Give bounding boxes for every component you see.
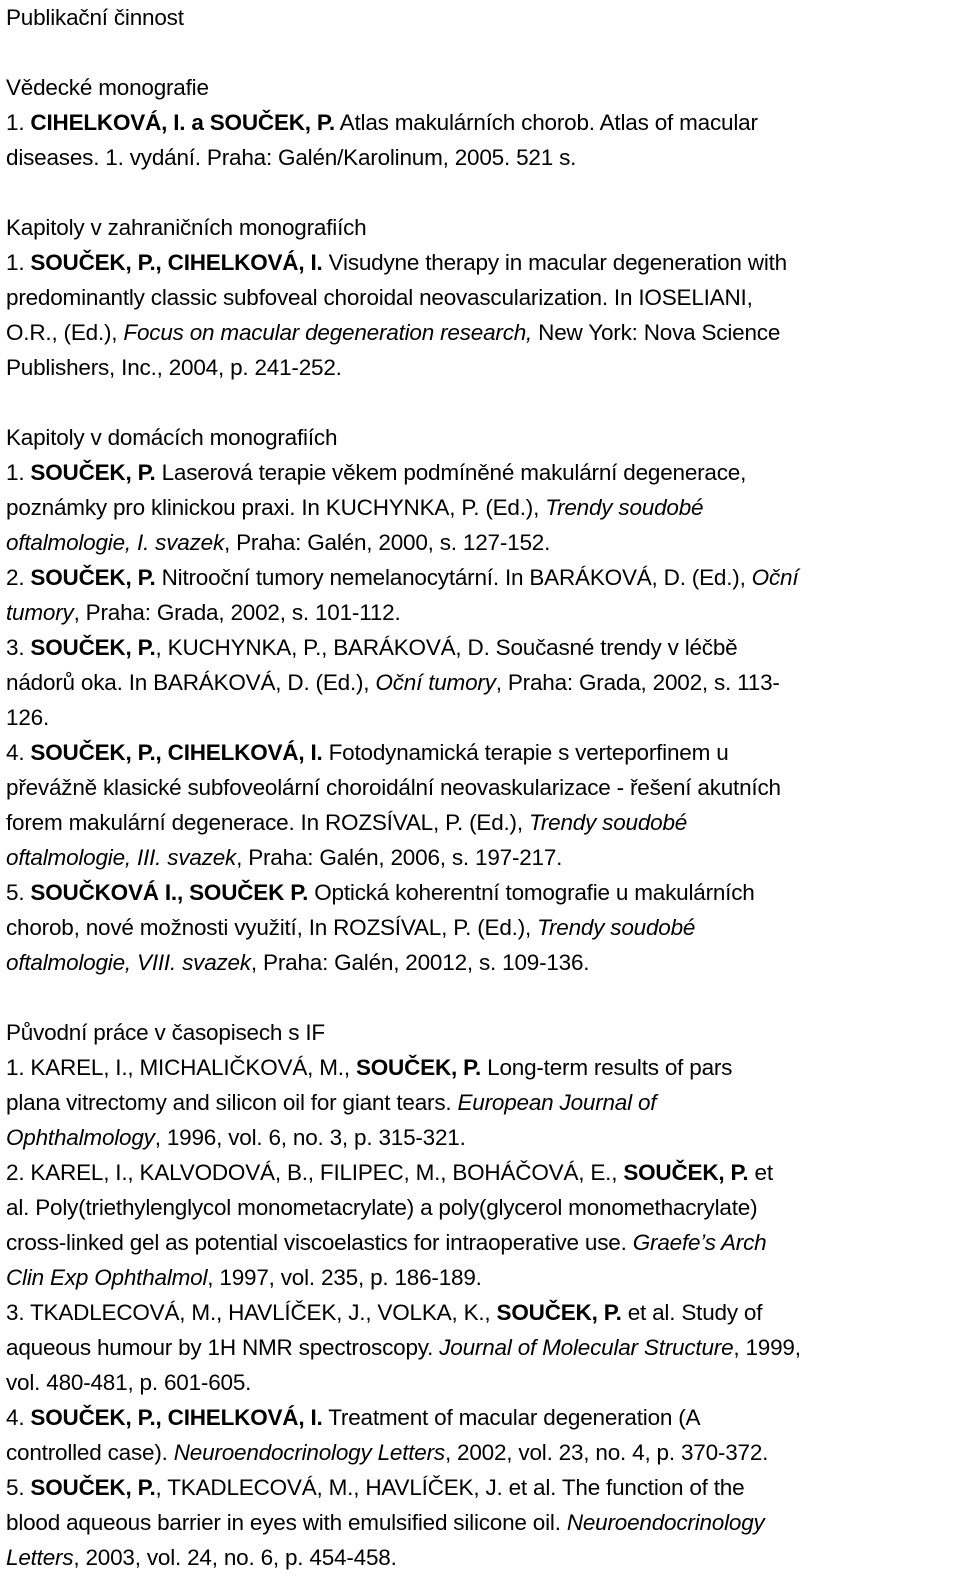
text-line	[6, 1435, 951, 1470]
italic-title-text: oftalmologie, I. svazek	[6, 530, 225, 555]
text-line	[6, 525, 951, 560]
blank-line	[6, 980, 951, 1015]
text-segment: , KUCHYNKA, P., BARÁKOVÁ, D. Současné trendy v léčbě	[155, 635, 738, 660]
text-line	[6, 315, 951, 350]
text-segment: 5.	[6, 1475, 31, 1500]
bold-author-text: SOUČEK, P.	[30, 460, 156, 485]
text-line	[6, 1365, 951, 1400]
text-segment: Vědecké monografie	[6, 75, 209, 100]
blank-line	[6, 175, 951, 210]
text-segment: poznámky pro klinickou praxi. In KUCHYNKA, P. (Ed.),	[6, 495, 546, 520]
text-line	[6, 210, 951, 245]
text-segment: 1.	[6, 250, 31, 275]
text-segment: , Praha: Galén, 2006, s. 197-217.	[236, 845, 563, 870]
text-segment: , 2002, vol. 23, no. 4, p. 370-372.	[444, 1440, 769, 1465]
text-segment: cross-linked gel as potential viscoelastics for intraoperative use.	[6, 1230, 633, 1255]
text-segment: 1.	[6, 110, 31, 135]
bold-author-text: SOUČEK, P.	[623, 1160, 749, 1185]
text-line	[6, 140, 951, 175]
text-segment: plana vitrectomy and silicon oil for giant tears.	[6, 1090, 458, 1115]
italic-title-text: Graefe’s Arch	[632, 1230, 767, 1255]
text-segment: Publikační činnost	[6, 5, 184, 30]
text-line	[6, 1295, 951, 1330]
italic-title-text: Trendy soudobé	[545, 495, 704, 520]
text-segment: nádorů oka. In BARÁKOVÁ, D. (Ed.),	[6, 670, 376, 695]
text-line	[6, 280, 951, 315]
text-segment: , Praha: Grada, 2002, s. 113-	[495, 670, 780, 695]
blank-line	[6, 35, 951, 70]
text-line	[6, 840, 951, 875]
text-line	[6, 945, 951, 980]
italic-title-text: Neuroendocrinology Letters	[173, 1440, 445, 1465]
bold-author-text: SOUČEK, P.	[30, 1475, 156, 1500]
italic-title-text: Letters	[6, 1545, 74, 1570]
text-line	[6, 1120, 951, 1155]
text-segment: forem makulární degenerace. In ROZSÍVAL, P. (Ed.),	[6, 810, 529, 835]
text-segment: predominantly classic subfoveal choroidal neovascularization. In IOSELIANI,	[6, 285, 753, 310]
text-segment: Atlas makulárních chorob. Atlas of macular	[334, 110, 758, 135]
text-segment: Long-term results of pars	[481, 1055, 733, 1080]
text-line	[6, 490, 951, 525]
text-segment: chorob, nové možnosti využití, In ROZSÍVAL, P. (Ed.),	[6, 915, 538, 940]
italic-title-text: Oční tumory	[375, 670, 496, 695]
italic-title-text: tumory	[6, 600, 74, 625]
text-segment: Fotodynamická terapie s verteporfinem u	[322, 740, 729, 765]
text-line	[6, 1085, 951, 1120]
text-segment: blood aqueous barrier in eyes with emulsified silicone oil.	[6, 1510, 567, 1535]
text-segment: 126.	[6, 705, 49, 730]
italic-title-text: Clin Exp Ophthalmol	[6, 1265, 208, 1290]
publication-list-document	[6, 0, 951, 1575]
bold-author-text: CIHELKOVÁ, I. a SOUČEK, P.	[30, 110, 335, 135]
italic-title-text: European Journal of	[457, 1090, 657, 1115]
text-segment: Visudyne therapy in macular degeneration with	[322, 250, 787, 275]
text-segment: , 2003, vol. 24, no. 6, p. 454-458.	[73, 1545, 397, 1570]
text-segment: controlled case).	[6, 1440, 174, 1465]
text-segment: , Praha: Galén, 2000, s. 127-152.	[224, 530, 551, 555]
text-segment: Původní práce v časopisech s IF	[6, 1020, 325, 1045]
text-segment: diseases. 1. vydání. Praha: Galén/Karolinum, 2005. 521 s.	[6, 145, 577, 170]
text-line	[6, 455, 951, 490]
text-segment: al. Poly(triethylenglycol monometacrylate) a poly(glycerol monomethacrylate)	[6, 1195, 758, 1220]
text-line	[6, 1015, 951, 1050]
text-segment: vol. 480-481, p. 601-605.	[6, 1370, 252, 1395]
text-line	[6, 910, 951, 945]
bold-author-text: SOUČEK, P., CIHELKOVÁ, I.	[30, 1405, 323, 1430]
text-line	[6, 1400, 951, 1435]
text-segment: Kapitoly v zahraničních monografiích	[6, 215, 367, 240]
text-segment: 3.	[6, 635, 31, 660]
text-line	[6, 420, 951, 455]
italic-title-text: Trendy soudobé	[528, 810, 688, 835]
text-line	[6, 1540, 951, 1575]
bold-author-text: SOUČEK, P.	[355, 1055, 482, 1080]
text-line	[6, 1260, 951, 1295]
bold-author-text: SOUČEK, P.	[30, 565, 156, 590]
text-segment: 5.	[6, 880, 31, 905]
text-segment: Nitrooční tumory nemelanocytární. In BARÁKOVÁ, D. (Ed.),	[155, 565, 752, 590]
text-line	[6, 875, 951, 910]
text-line	[6, 735, 951, 770]
text-segment: 1.	[6, 460, 31, 485]
text-line	[6, 1470, 951, 1505]
text-segment: New York: Nova Science	[532, 320, 781, 345]
text-segment: Treatment of macular degeneration (A	[322, 1405, 701, 1430]
text-segment: 2.	[6, 565, 31, 590]
text-segment: et al. Study of	[621, 1300, 763, 1325]
text-segment: , 1997, vol. 235, p. 186-189.	[207, 1265, 482, 1290]
text-segment: , 1996, vol. 6, no. 3, p. 315-321.	[154, 1125, 466, 1150]
italic-title-text: Trendy soudobé	[537, 915, 696, 940]
italic-title-text: Journal of Molecular Structure	[439, 1335, 734, 1360]
italic-title-text: Oční	[751, 565, 799, 590]
italic-title-text: Ophthalmology	[6, 1125, 155, 1150]
italic-title-text: Neuroendocrinology	[566, 1510, 765, 1535]
text-line	[6, 1050, 951, 1085]
text-line	[6, 70, 951, 105]
italic-title-text: Focus on macular degeneration research,	[123, 320, 533, 345]
text-segment: , Praha: Grada, 2002, s. 101-112.	[73, 600, 401, 625]
text-line	[6, 630, 951, 665]
text-line	[6, 700, 951, 735]
text-segment: O.R., (Ed.),	[6, 320, 124, 345]
bold-author-text: SOUČKOVÁ I., SOUČEK P.	[30, 880, 309, 905]
text-segment: , 1999,	[733, 1335, 801, 1360]
text-segment: 2. KAREL, I., KALVODOVÁ, B., FILIPEC, M., BOHÁČOVÁ, E.,	[6, 1160, 624, 1185]
text-line	[6, 1330, 951, 1365]
bold-author-text: SOUČEK, P.	[30, 635, 156, 660]
text-line	[6, 665, 951, 700]
bold-author-text: SOUČEK, P.	[496, 1300, 622, 1325]
text-line	[6, 245, 951, 280]
italic-title-text: oftalmologie, III. svazek	[6, 845, 237, 870]
text-line	[6, 1190, 951, 1225]
text-segment: Kapitoly v domácích monografiích	[6, 425, 338, 450]
text-segment: Laserová terapie věkem podmíněné makulární degenerace,	[155, 460, 747, 485]
text-line	[6, 105, 951, 140]
text-line	[6, 805, 951, 840]
text-segment: , TKADLECOVÁ, M., HAVLÍČEK, J. et al. The function of the	[155, 1475, 745, 1500]
text-segment: 1. KAREL, I., MICHALIČKOVÁ, M.,	[6, 1055, 356, 1080]
text-segment: 4.	[6, 1405, 31, 1430]
text-segment: , Praha: Galén, 20012, s. 109-136.	[250, 950, 590, 975]
text-line	[6, 1155, 951, 1190]
italic-title-text: oftalmologie, VIII. svazek	[6, 950, 251, 975]
text-segment: 3. TKADLECOVÁ, M., HAVLÍČEK, J., VOLKA, K.,	[6, 1300, 497, 1325]
text-segment: 4.	[6, 740, 31, 765]
blank-line	[6, 385, 951, 420]
text-line	[6, 1225, 951, 1260]
text-segment: převážně klasické subfoveolární choroidální neovaskularizace - řešení akutních	[6, 775, 781, 800]
text-segment: Publishers, Inc., 2004, p. 241-252.	[6, 355, 342, 380]
text-segment: aqueous humour by 1H NMR spectroscopy.	[6, 1335, 440, 1360]
text-line	[6, 770, 951, 805]
text-segment: Optická koherentní tomografie u makulárních	[308, 880, 755, 905]
text-line	[6, 595, 951, 630]
text-line	[6, 560, 951, 595]
bold-author-text: SOUČEK, P., CIHELKOVÁ, I.	[30, 250, 323, 275]
text-line	[6, 1505, 951, 1540]
text-line	[6, 350, 951, 385]
bold-author-text: SOUČEK, P., CIHELKOVÁ, I.	[30, 740, 323, 765]
text-line	[6, 0, 951, 35]
text-segment: et	[748, 1160, 773, 1185]
